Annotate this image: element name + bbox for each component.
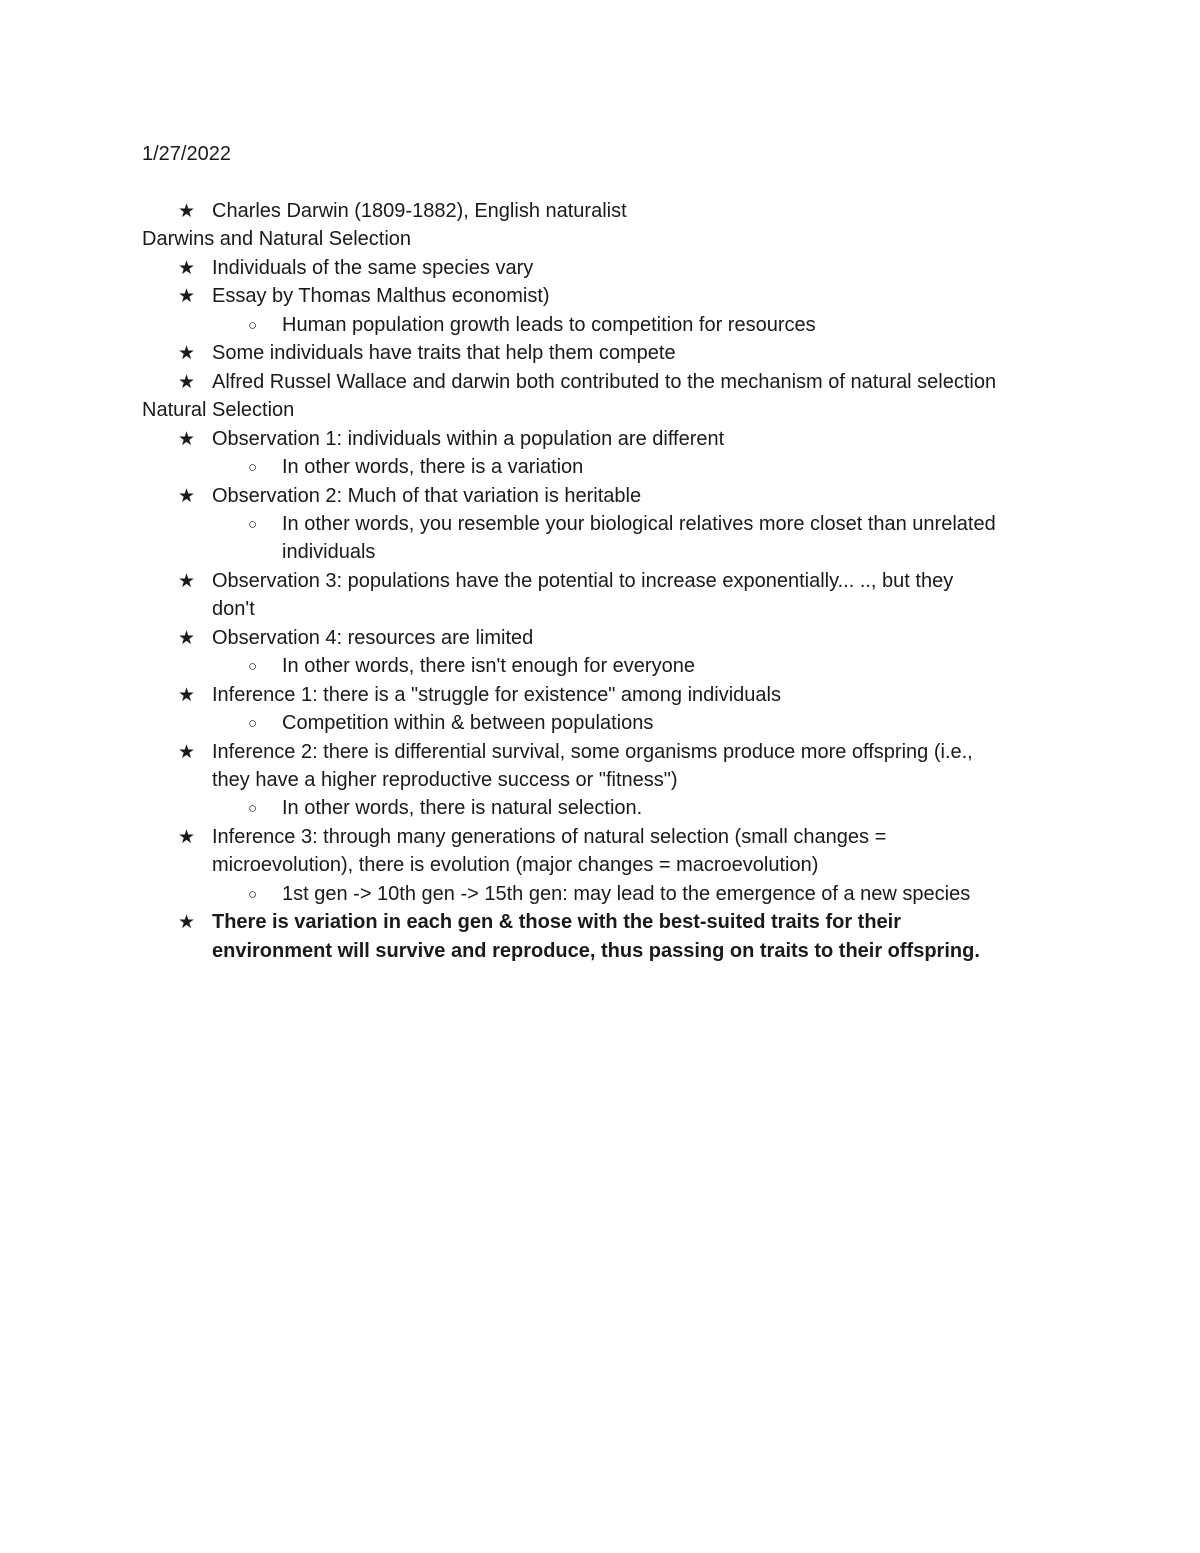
bullet-continuation	[282, 538, 375, 567]
note-text: Observation 1: individuals within a population are different	[212, 427, 725, 450]
sub-bullet-item	[248, 652, 695, 681]
note-text: Competition within & between populations	[282, 712, 654, 735]
bullet-continuation	[212, 851, 818, 880]
note-text: Observation 2: Much of that variation is heritable	[212, 484, 642, 507]
bullet-item	[178, 681, 781, 710]
note-text: In other words, you resemble your biological relatives more closet than unrelated	[282, 512, 996, 535]
note-text: Inference 2: there is differential survival, some organisms produce more offspring (i.e.,	[212, 740, 973, 763]
note-text: Some individuals have traits that help them compete	[212, 342, 676, 365]
bullet-continuation	[212, 766, 678, 795]
section-heading	[142, 225, 411, 254]
star-bullet-icon: ★	[178, 201, 196, 222]
note-text: In other words, there isn't enough for everyone	[282, 655, 695, 678]
bullet-item	[178, 567, 953, 596]
note-text: Individuals of the same species vary	[212, 256, 534, 279]
note-text: Essay by Thomas Malthus economist)	[212, 285, 550, 308]
bullet-item	[178, 339, 676, 368]
bullet-item	[178, 197, 627, 226]
circle-bullet-icon: ○	[248, 316, 258, 334]
note-text: they have a higher reproductive success or "fitness")	[212, 769, 678, 791]
star-bullet-icon: ★	[178, 741, 196, 763]
note-text: Alfred Russel Wallace and darwin both contributed to the mechanism of natural selection	[212, 370, 997, 393]
sub-bullet-item	[248, 510, 996, 539]
note-text: Charles Darwin (1809-1882), English naturalist	[212, 200, 627, 222]
note-text: environment will survive and reproduce, thus passing on traits to their offspring.	[212, 939, 980, 962]
sub-bullet-item	[248, 880, 970, 909]
bullet-item	[178, 368, 996, 397]
star-bullet-icon: ★	[178, 428, 196, 450]
note-text: In other words, there is natural selection.	[282, 797, 643, 820]
note-text: Human population growth leads to competition for resources	[282, 313, 816, 336]
sub-bullet-item	[248, 794, 642, 823]
sub-bullet-item	[248, 709, 653, 738]
bullet-item	[178, 624, 533, 653]
circle-bullet-icon: ○	[248, 459, 258, 477]
star-bullet-icon: ★	[178, 485, 196, 507]
star-bullet-icon: ★	[178, 286, 196, 308]
note-text: There is variation in each gen & those with the best-suited traits for their	[212, 911, 902, 934]
note-date: 1/27/2022	[142, 143, 231, 165]
bullet-item	[178, 282, 550, 311]
sub-bullet-item	[248, 311, 816, 340]
note-text: In other words, there is a variation	[282, 456, 584, 479]
circle-bullet-icon: ○	[248, 658, 258, 676]
bullet-item	[178, 482, 641, 511]
star-bullet-icon: ★	[178, 257, 196, 279]
note-text: Observation 4: resources are limited	[212, 626, 534, 649]
note-text: 1st gen -> 10th gen -> 15th gen: may lead to the emergence of a new species	[282, 882, 971, 905]
note-text: don't	[212, 598, 255, 621]
bullet-item	[178, 823, 886, 852]
bullet-item	[178, 254, 533, 283]
sub-bullet-item	[248, 453, 583, 482]
star-bullet-icon: ★	[178, 684, 196, 706]
note-text: Observation 3: populations have the potential to increase exponentially... .., but they	[212, 569, 954, 592]
bullet-continuation	[212, 937, 980, 966]
note-text: Inference 1: there is a "struggle for existence" among individuals	[212, 683, 781, 706]
note-text: individuals	[282, 541, 376, 564]
circle-bullet-icon: ○	[248, 515, 258, 533]
bullet-item	[178, 908, 901, 937]
star-bullet-icon: ★	[178, 570, 196, 592]
star-bullet-icon: ★	[178, 371, 196, 393]
star-bullet-icon: ★	[178, 627, 196, 649]
star-bullet-icon: ★	[178, 343, 196, 365]
note-text: Natural Selection	[142, 399, 295, 422]
bullet-item	[178, 738, 973, 767]
note-text: microevolution), there is evolution (major changes = macroevolution)	[212, 854, 819, 877]
section-heading	[142, 396, 294, 425]
circle-bullet-icon: ○	[248, 885, 258, 903]
bullet-item	[178, 425, 724, 454]
note-text: Darwins and Natural Selection	[142, 228, 412, 251]
bullet-continuation	[212, 595, 255, 624]
star-bullet-icon: ★	[178, 826, 196, 848]
star-bullet-icon: ★	[178, 912, 196, 934]
circle-bullet-icon: ○	[248, 800, 258, 818]
circle-bullet-icon: ○	[248, 715, 258, 733]
note-text: Inference 3: through many generations of natural selection (small changes =	[212, 825, 887, 848]
